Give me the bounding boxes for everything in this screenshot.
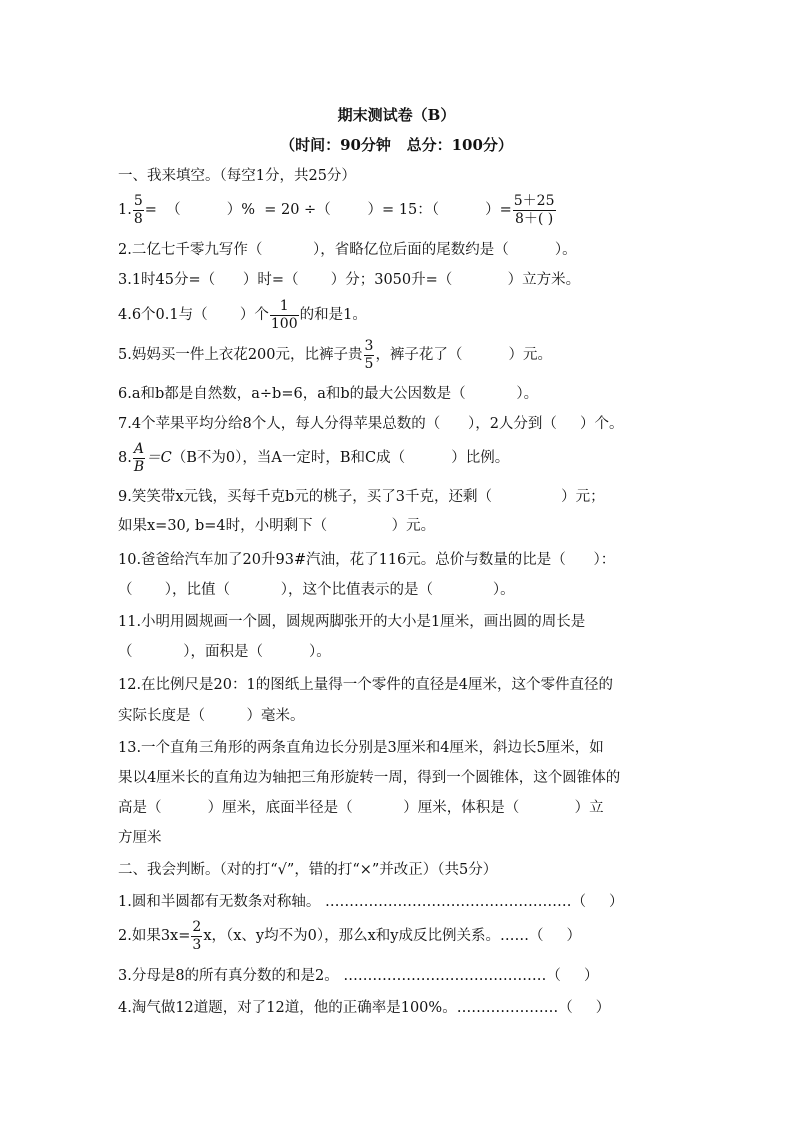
question-5 bbox=[118, 336, 552, 374]
question-10-line-1: 10.爸爸给汽车加了20升93#汽油，花了116元。总价与数量的比是（ ）： bbox=[118, 552, 616, 568]
question-4 bbox=[118, 296, 367, 334]
q8-numerator: A bbox=[133, 440, 145, 457]
j2-fraction bbox=[191, 919, 202, 954]
question-12-line-2: 实际长度是（ ）毫米。 bbox=[118, 708, 305, 724]
q8-denominator: B bbox=[133, 458, 145, 475]
q4-suffix: 的和是1。 bbox=[299, 307, 367, 323]
question-13-line-4: 方厘米 bbox=[118, 830, 162, 846]
q1-frac2-numerator: 5＋25 bbox=[513, 192, 555, 209]
q4-denominator: 100 bbox=[270, 315, 298, 332]
question-10-line-2: （ ），比值（ ），这个比值表示的是（ ）。 bbox=[118, 582, 515, 598]
section1-heading: 一、我来填空。（每空1分，共25分） bbox=[118, 168, 356, 184]
question-8 bbox=[118, 439, 509, 477]
q1-prefix: 1. bbox=[118, 202, 132, 218]
q1-fraction-1 bbox=[133, 193, 144, 228]
q5-suffix: ，裤子花了（ ）元。 bbox=[375, 347, 553, 363]
question-13-line-1: 13.一个直角三角形的两条直角边长分别是3厘米和4厘米，斜边长5厘米，如 bbox=[118, 740, 604, 756]
question-1 bbox=[118, 191, 557, 229]
q1-middle: = （ ）% = 20 ÷（ ）= 15：（ ）= bbox=[144, 202, 512, 218]
section2-heading: 二、我会判断。（对的打“√”，错的打“×”并改正）（共5分） bbox=[118, 862, 498, 878]
question-9-line-2: 如果x=30, b=4时，小明剩下（ ）元。 bbox=[118, 518, 436, 534]
judge-question-2 bbox=[118, 917, 581, 955]
q1-frac1-denominator: 8 bbox=[133, 210, 143, 227]
question-11-line-1: 11.小明用圆规画一个圆，圆规两脚张开的大小是1厘米，画出圆的周长是 bbox=[118, 614, 586, 630]
question-13-line-3: 高是（ ）厘米，底面半径是（ ）厘米，体积是（ ）立 bbox=[118, 800, 604, 816]
q8-equation: ＝C bbox=[146, 450, 172, 466]
judge-question-1: 1.圆和半圆都有无数条对称轴。 ……………………………………………（ ） bbox=[118, 894, 624, 910]
q4-fraction bbox=[270, 298, 299, 333]
j2-suffix: x，（x、y均不为0），那么x和y成反比例关系。……（ ） bbox=[203, 928, 581, 944]
q5-numerator: 3 bbox=[364, 337, 374, 354]
judge-question-4: 4.淘气做12道题，对了12道，他的正确率是100%。…………………（ ） bbox=[118, 1000, 611, 1016]
j2-denominator: 3 bbox=[192, 936, 202, 953]
question-12-line-1: 12.在比例尺是20：1的图纸上量得一个零件的直径是4厘米，这个零件直径的 bbox=[118, 677, 613, 693]
question-3: 3.1时45分=（ ）时=（ ）分；3050升=（ ）立方米。 bbox=[118, 272, 581, 288]
question-7: 7.4个苹果平均分给8个人，每人分得苹果总数的（ ），2人分到（ ）个。 bbox=[118, 416, 624, 432]
j2-prefix: 2.如果3x= bbox=[118, 928, 191, 944]
q5-prefix: 5.妈妈买一件上衣花200元，比裤子贵 bbox=[118, 347, 363, 363]
q4-numerator: 1 bbox=[270, 298, 299, 316]
question-2: 2.二亿七千零九写作（ ），省略亿位后面的尾数约是（ ）。 bbox=[118, 242, 577, 258]
q1-fraction-2 bbox=[513, 193, 556, 228]
q8-prefix: 8. bbox=[118, 450, 132, 466]
page-subtitle: （时间：90分钟 总分：100分） bbox=[280, 136, 513, 154]
q1-frac1-numerator: 5 bbox=[133, 192, 143, 209]
question-11-line-2: （ ），面积是（ ）。 bbox=[118, 644, 331, 660]
question-13-line-2: 果以4厘米长的直角边为轴把三角形旋转一周，得到一个圆锥体，这个圆锥体的 bbox=[118, 770, 621, 786]
q8-fraction bbox=[133, 441, 145, 476]
q4-prefix: 4.6个0.1与（ ）个 bbox=[118, 307, 269, 323]
judge-question-3: 3.分母是8的所有真分数的和是2。 ……………………………………（ ） bbox=[118, 968, 599, 984]
q8-suffix: （B不为0），当A一定时，B和C成（ ）比例。 bbox=[171, 450, 510, 466]
j2-numerator: 2 bbox=[192, 918, 202, 935]
q5-denominator: 5 bbox=[364, 355, 374, 372]
page-title: 期末测试卷（B） bbox=[337, 106, 456, 124]
q1-frac2-denominator: 8＋( ) bbox=[514, 210, 554, 227]
question-9-line-1: 9.笑笑带x元钱，买每千克b元的桃子，买了3千克，还剩（ ）元； bbox=[118, 489, 605, 505]
question-6: 6.a和b都是自然数，a÷b=6，a和b的最大公因数是（ ）。 bbox=[118, 386, 539, 402]
q5-fraction bbox=[364, 338, 375, 373]
